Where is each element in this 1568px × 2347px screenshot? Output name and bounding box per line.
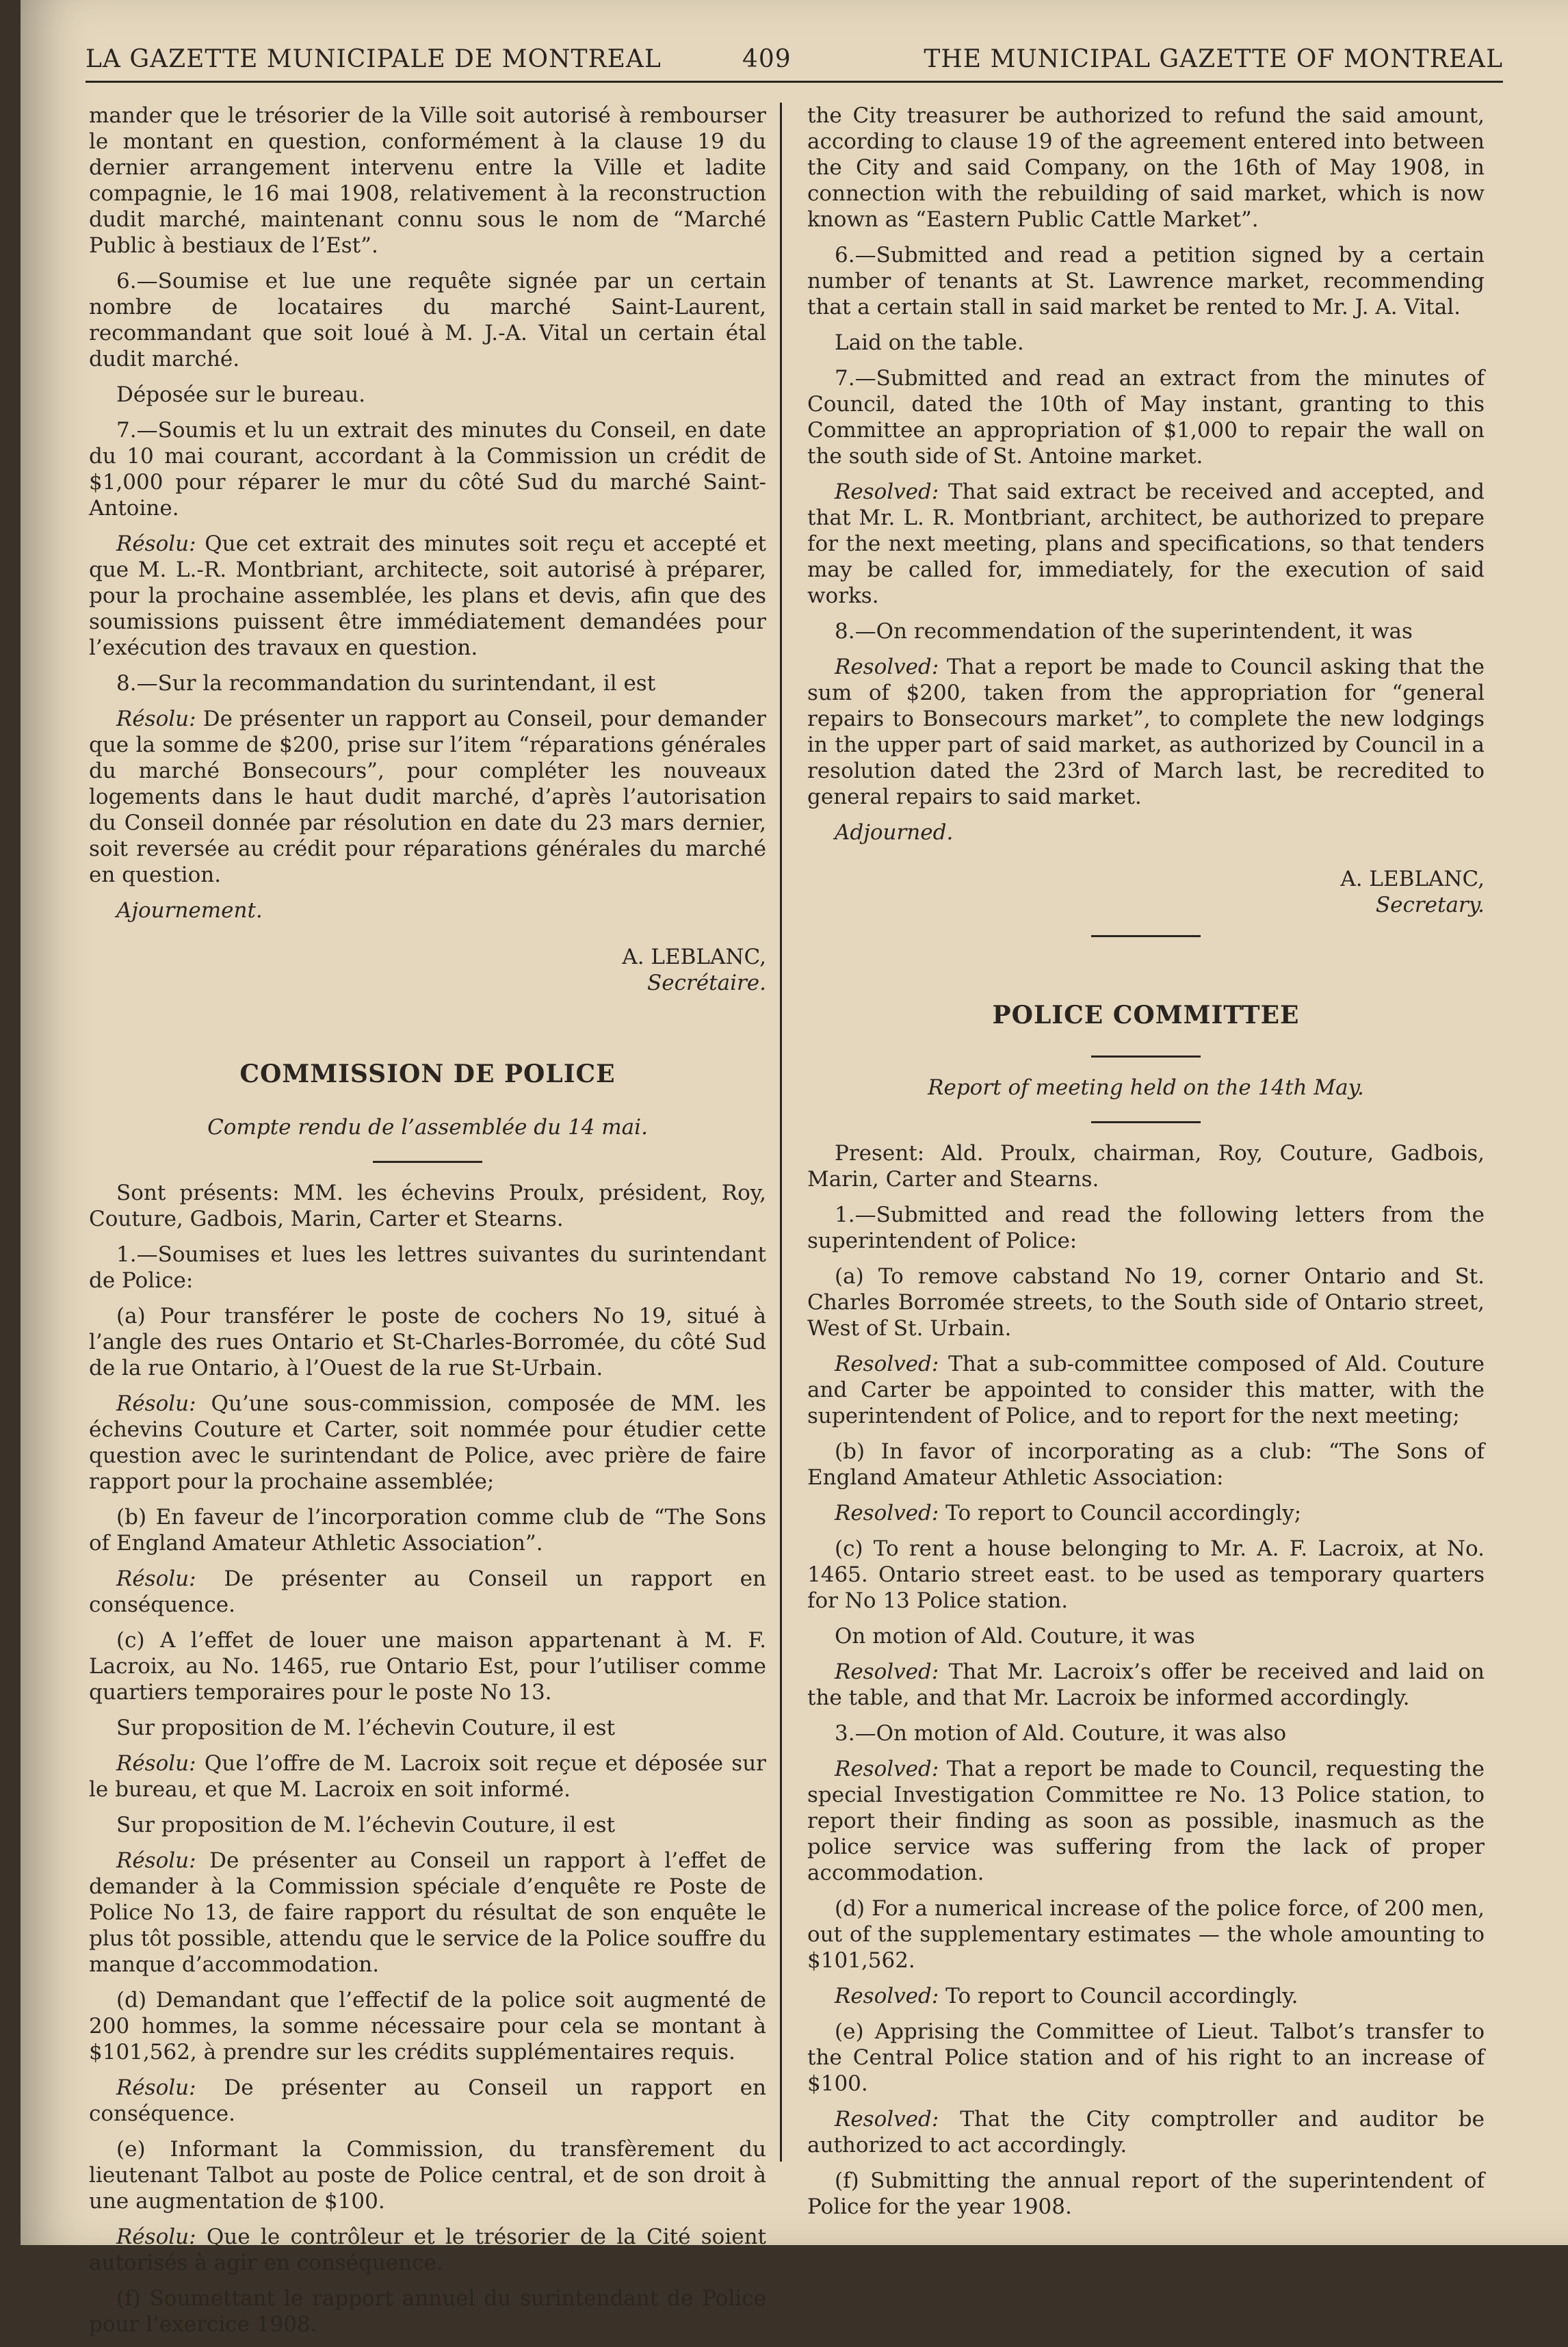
paragraph (807, 1756, 1485, 1886)
short-rule (373, 1161, 482, 1163)
signature-block (89, 944, 766, 996)
paragraph: the City treasurer be authorized to refund the said amount, according to clause 19 of the agreement entered into between the City and said Company, on the 16th of May 1908, in connection with the rebuilding of said market, which is now known as “Eastern Public Cattle Market”. (807, 103, 1485, 232)
resolution-label: Résolu: (116, 1848, 196, 1873)
section-subheading: Compte rendu de l’assemblée du 14 mai. (207, 1115, 648, 1140)
resolution-label: Resolved: (835, 480, 939, 504)
resolution-text: De présenter un rapport au Conseil, pour demander que la somme de $200, prise sur l’item “réparations générales du marché Bonsecours”, pour compléter les nouveaux logements dans le haut dudit marché, d’après l’autorisation du Conseil donnée par résolution en date du 23 mars dernier, soit reversée au crédit pour réparations générales du marché en question. (89, 707, 766, 887)
resolution-label: Résolu: (116, 2225, 196, 2249)
header-title-fr: LA GAZETTE MUNICIPALE DE MONTREAL (86, 45, 662, 73)
paragraph: Sur proposition de M. l’échevin Couture, il est (116, 1813, 615, 1837)
english-column (807, 103, 1485, 2229)
paragraph (89, 1751, 766, 1802)
paragraph: 6.—Submitted and read a petition signed by a certain number of tenants at St. Lawrence market, recommending that a certain stall in said market be rented to Mr. J. A. Vital. (807, 243, 1485, 319)
signature-name: A. LEBLANC, (622, 945, 766, 969)
signature-title: Secrétaire. (647, 971, 766, 995)
signature-name: A. LEBLANC, (1340, 867, 1485, 891)
paragraph: (f) Submitting the annual report of the superintendent of Police for the year 1908. (807, 2168, 1485, 2219)
column-divider (780, 103, 782, 2162)
short-rule (1091, 1121, 1201, 1123)
resolution-text: Que le contrôleur et le trésorier de la Cité soient autorisés à agir en conséquence. (89, 2225, 766, 2275)
paragraph: (f) Soumettant le rapport annuel du surintendant de Police pour l’exercice 1908. (89, 2286, 766, 2337)
section-heading: POLICE COMMITTEE (992, 1001, 1300, 1030)
resolution-label: Resolved: (835, 1660, 939, 1684)
paragraph: 8.—Sur la recommandation du surintendant, il est (116, 671, 656, 696)
paragraph: mander que le trésorier de la Ville soit autorisé à rembourser le montant en question, conformément à la clause 19 du dernier arrangement intervenu entre la Ville et ladite compagnie, le 16 mai 1908, relativement à la reconstruction dudit marché, maintenant connu sous le nom de “Marché Public à bestiaux de l’Est”. (89, 103, 766, 258)
paragraph (807, 479, 1485, 609)
french-column (89, 103, 766, 2347)
resolution-text: De présenter au Conseil un rapport en conséquence. (89, 1566, 766, 1617)
paragraph: 3.—On motion of Ald. Couture, it was also (835, 1721, 1287, 1746)
paragraph: 7.—Soumis et lu un extrait des minutes du Conseil, en date du 10 mai courant, accordant à la Commission un crédit de $1,000 pour réparer le mur du côté Sud du marché Saint-Antoine. (89, 418, 766, 521)
paragraph (807, 1983, 1485, 2009)
resolution-text: De présenter au Conseil un rapport à l’effet de demander à la Commission spéciale d’enquête re Poste de Police No 13, de faire rapport du résultat de son enquête le plus tôt possible, attendu que le service de la Police souffre du manque d’accommodation. (89, 1848, 766, 1977)
resolution-text: That said extract be received and accepted, and that Mr. L. R. Montbriant, architect, be authorized to prepare for the next meeting, plans and specifications, so that tenders may be called for, immediately, for the execution of said works. (807, 480, 1485, 608)
short-rule (1091, 935, 1201, 937)
resolution-text: Qu’une sous-commission, composée de MM. les échevins Couture et Carter, soit nommée pour étudier cette question avec le surintendant de Police, avec prière de faire rapport pour la prochaine assemblée; (89, 1391, 766, 1494)
resolution-text: Que cet extrait des minutes soit reçu et accepté et que M. L.-R. Montbriant, architecte, soit autorisé à préparer, pour la prochaine assemblée, les plans et devis, afin que des soumissions puissent être immédiatement demandées pour l’exécution des travaux en question. (89, 532, 766, 660)
paragraph: 8.—On recommendation of the superintendent, it was (835, 619, 1413, 644)
resolution-text: That a sub-committee composed of Ald. Couture and Carter be appointed to consider this matter, with the superintendent of Police, and to report for the next meeting; (807, 1352, 1485, 1428)
paragraph (807, 654, 1485, 810)
resolution-text: That the City comptroller and auditor be authorized to act accordingly. (807, 2107, 1485, 2158)
paragraph: (a) To remove cabstand No 19, corner Ontario and St. Charles Borromée streets, to the South side of Ontario street, West of St. Urbain. (807, 1264, 1485, 1341)
resolution-label: Résolu: (116, 1391, 196, 1416)
paragraph: (c) To rent a house belonging to Mr. A. F. Lacroix, at No. 1465. Ontario street east. to be used as temporary quarters for No 13 Police station. (807, 1536, 1485, 1613)
resolution-text: To report to Council accordingly. (939, 1984, 1298, 2008)
paragraph: 1.—Soumises et lues les lettres suivantes du surintendant de Police: (89, 1242, 766, 1293)
resolution-label: Resolved: (835, 1757, 939, 1781)
resolution-text: That a report be made to Council asking that the sum of $200, taken from the appropriation for “general repairs to Bonsecours market”, to complete the new lodgings in the upper part of said market, as authorized by Council in a resolution dated the 23rd of March last, be recredited to general repairs to said market. (807, 655, 1485, 809)
paragraph: 7.—Submitted and read an extract from the minutes of Council, dated the 10th of May instant, granting to this Committee an appropriation of $1,000 to repair the wall on the south side of St. Antoine market. (807, 366, 1485, 469)
resolution-label: Résolu: (116, 2075, 196, 2100)
paragraph (89, 2075, 766, 2127)
resolution-label: Resolved: (835, 1501, 939, 1525)
paragraph (89, 706, 766, 888)
paragraph: Present: Ald. Proulx, chairman, Roy, Couture, Gadbois, Marin, Carter and Stearns. (807, 1141, 1485, 1192)
adjournment: Adjourned. (835, 820, 954, 845)
paragraph (807, 2106, 1485, 2158)
signature-block (807, 866, 1485, 918)
page-number: 409 (742, 45, 792, 73)
paragraph: (c) A l’effet de louer une maison appartenant à M. F. Lacroix, au No. 1465, rue Ontario Est, pour l’utiliser comme quartiers temporaires pour le poste No 13. (89, 1628, 766, 1705)
paragraph: (d) For a numerical increase of the police force, of 200 men, out of the supplementary estimates — the whole amounting to $101,562. (807, 1896, 1485, 1973)
paragraph (807, 1500, 1485, 1526)
newspaper-page (21, 0, 1568, 2337)
resolution-label: Resolved: (835, 1352, 939, 1376)
resolution-text: To report to Council accordingly; (939, 1501, 1302, 1525)
adjournment: Ajournement. (116, 898, 263, 923)
paragraph: (b) In favor of incorporating as a club: “The Sons of England Amateur Athletic Association: (807, 1439, 1485, 1490)
paragraph: (e) Apprising the Committee of Lieut. Talbot’s transfer to the Central Police station and of his right to an increase of $100. (807, 2019, 1485, 2096)
paragraph (807, 1351, 1485, 1429)
paragraph (89, 2224, 766, 2276)
short-rule (1091, 1056, 1201, 1058)
resolution-label: Résolu: (116, 532, 196, 556)
paragraph: (d) Demandant que l’effectif de la police soit augmenté de 200 hommes, la somme nécessaire pour cela se montant à $101,562, à prendre sur les crédits supplémentaires requis. (89, 1988, 766, 2064)
paragraph: Sont présents: MM. les échevins Proulx, président, Roy, Couture, Gadbois, Marin, Carter et Stearns. (89, 1181, 766, 1231)
paragraph: 6.—Soumise et lue une requête signée par un certain nombre de locataires du marché Saint-Laurent, recommandant que soit loué à M. J.-A. Vital un certain étal dudit marché. (89, 269, 766, 371)
resolution-label: Résolu: (116, 1566, 196, 1591)
paragraph: 1.—Submitted and read the following letters from the superintendent of Police: (807, 1203, 1485, 1253)
header-title-en: THE MUNICIPAL GAZETTE OF MONTREAL (924, 45, 1503, 73)
paragraph: (b) En faveur de l’incorporation comme club de “The Sons of England Amateur Athletic Association”. (89, 1505, 766, 1556)
paragraph: (a) Pour transférer le poste de cochers No 19, situé à l’angle des rues Ontario et St-Charles-Borromée, du côté Sud de la rue Ontario, à l’Ouest de la rue St-Urbain. (89, 1304, 766, 1380)
paragraph: (e) Informant la Commission, du transfèrement du lieutenant Talbot au poste de Police central, et de son droit à une augmentation de $100. (89, 2137, 766, 2214)
resolution-text: De présenter au Conseil un rapport en conséquence. (89, 2075, 766, 2126)
paragraph: On motion of Ald. Couture, it was (835, 1624, 1195, 1649)
header-rule (86, 81, 1503, 83)
signature-title: Secretary. (1375, 893, 1485, 917)
section-heading: COMMISSION DE POLICE (239, 1060, 616, 1088)
resolution-label: Resolved: (835, 655, 939, 679)
resolution-label: Resolved: (835, 2107, 939, 2132)
paragraph (807, 1659, 1485, 1711)
resolution-label: Résolu: (116, 1751, 196, 1776)
paragraph (89, 1391, 766, 1495)
paragraph: Sur proposition de M. l’échevin Couture, il est (116, 1716, 615, 1740)
resolution-label: Resolved: (835, 1984, 939, 2008)
paragraph (89, 1848, 766, 1978)
resolution-label: Résolu: (116, 707, 196, 731)
paragraph: Déposée sur le bureau. (116, 382, 366, 407)
paragraph (89, 1566, 766, 1618)
resolution-text: Que l’offre de M. Lacroix soit reçue et déposée sur le bureau, et que M. Lacroix en soit informé. (89, 1751, 766, 1802)
resolution-text: That Mr. Lacroix’s offer be received and laid on the table, and that Mr. Lacroix be informed accordingly. (807, 1660, 1485, 1710)
paragraph: Laid on the table. (835, 330, 1024, 355)
section-subheading: Report of meeting held on the 14th May. (928, 1075, 1364, 1100)
paragraph (89, 531, 766, 661)
resolution-text: That a report be made to Council, requesting the special Investigation Committee re No. 13 Police station, to report their finding as soon as possible, inasmuch as the police service was suffering from the lack of proper accommodation. (807, 1757, 1485, 1885)
